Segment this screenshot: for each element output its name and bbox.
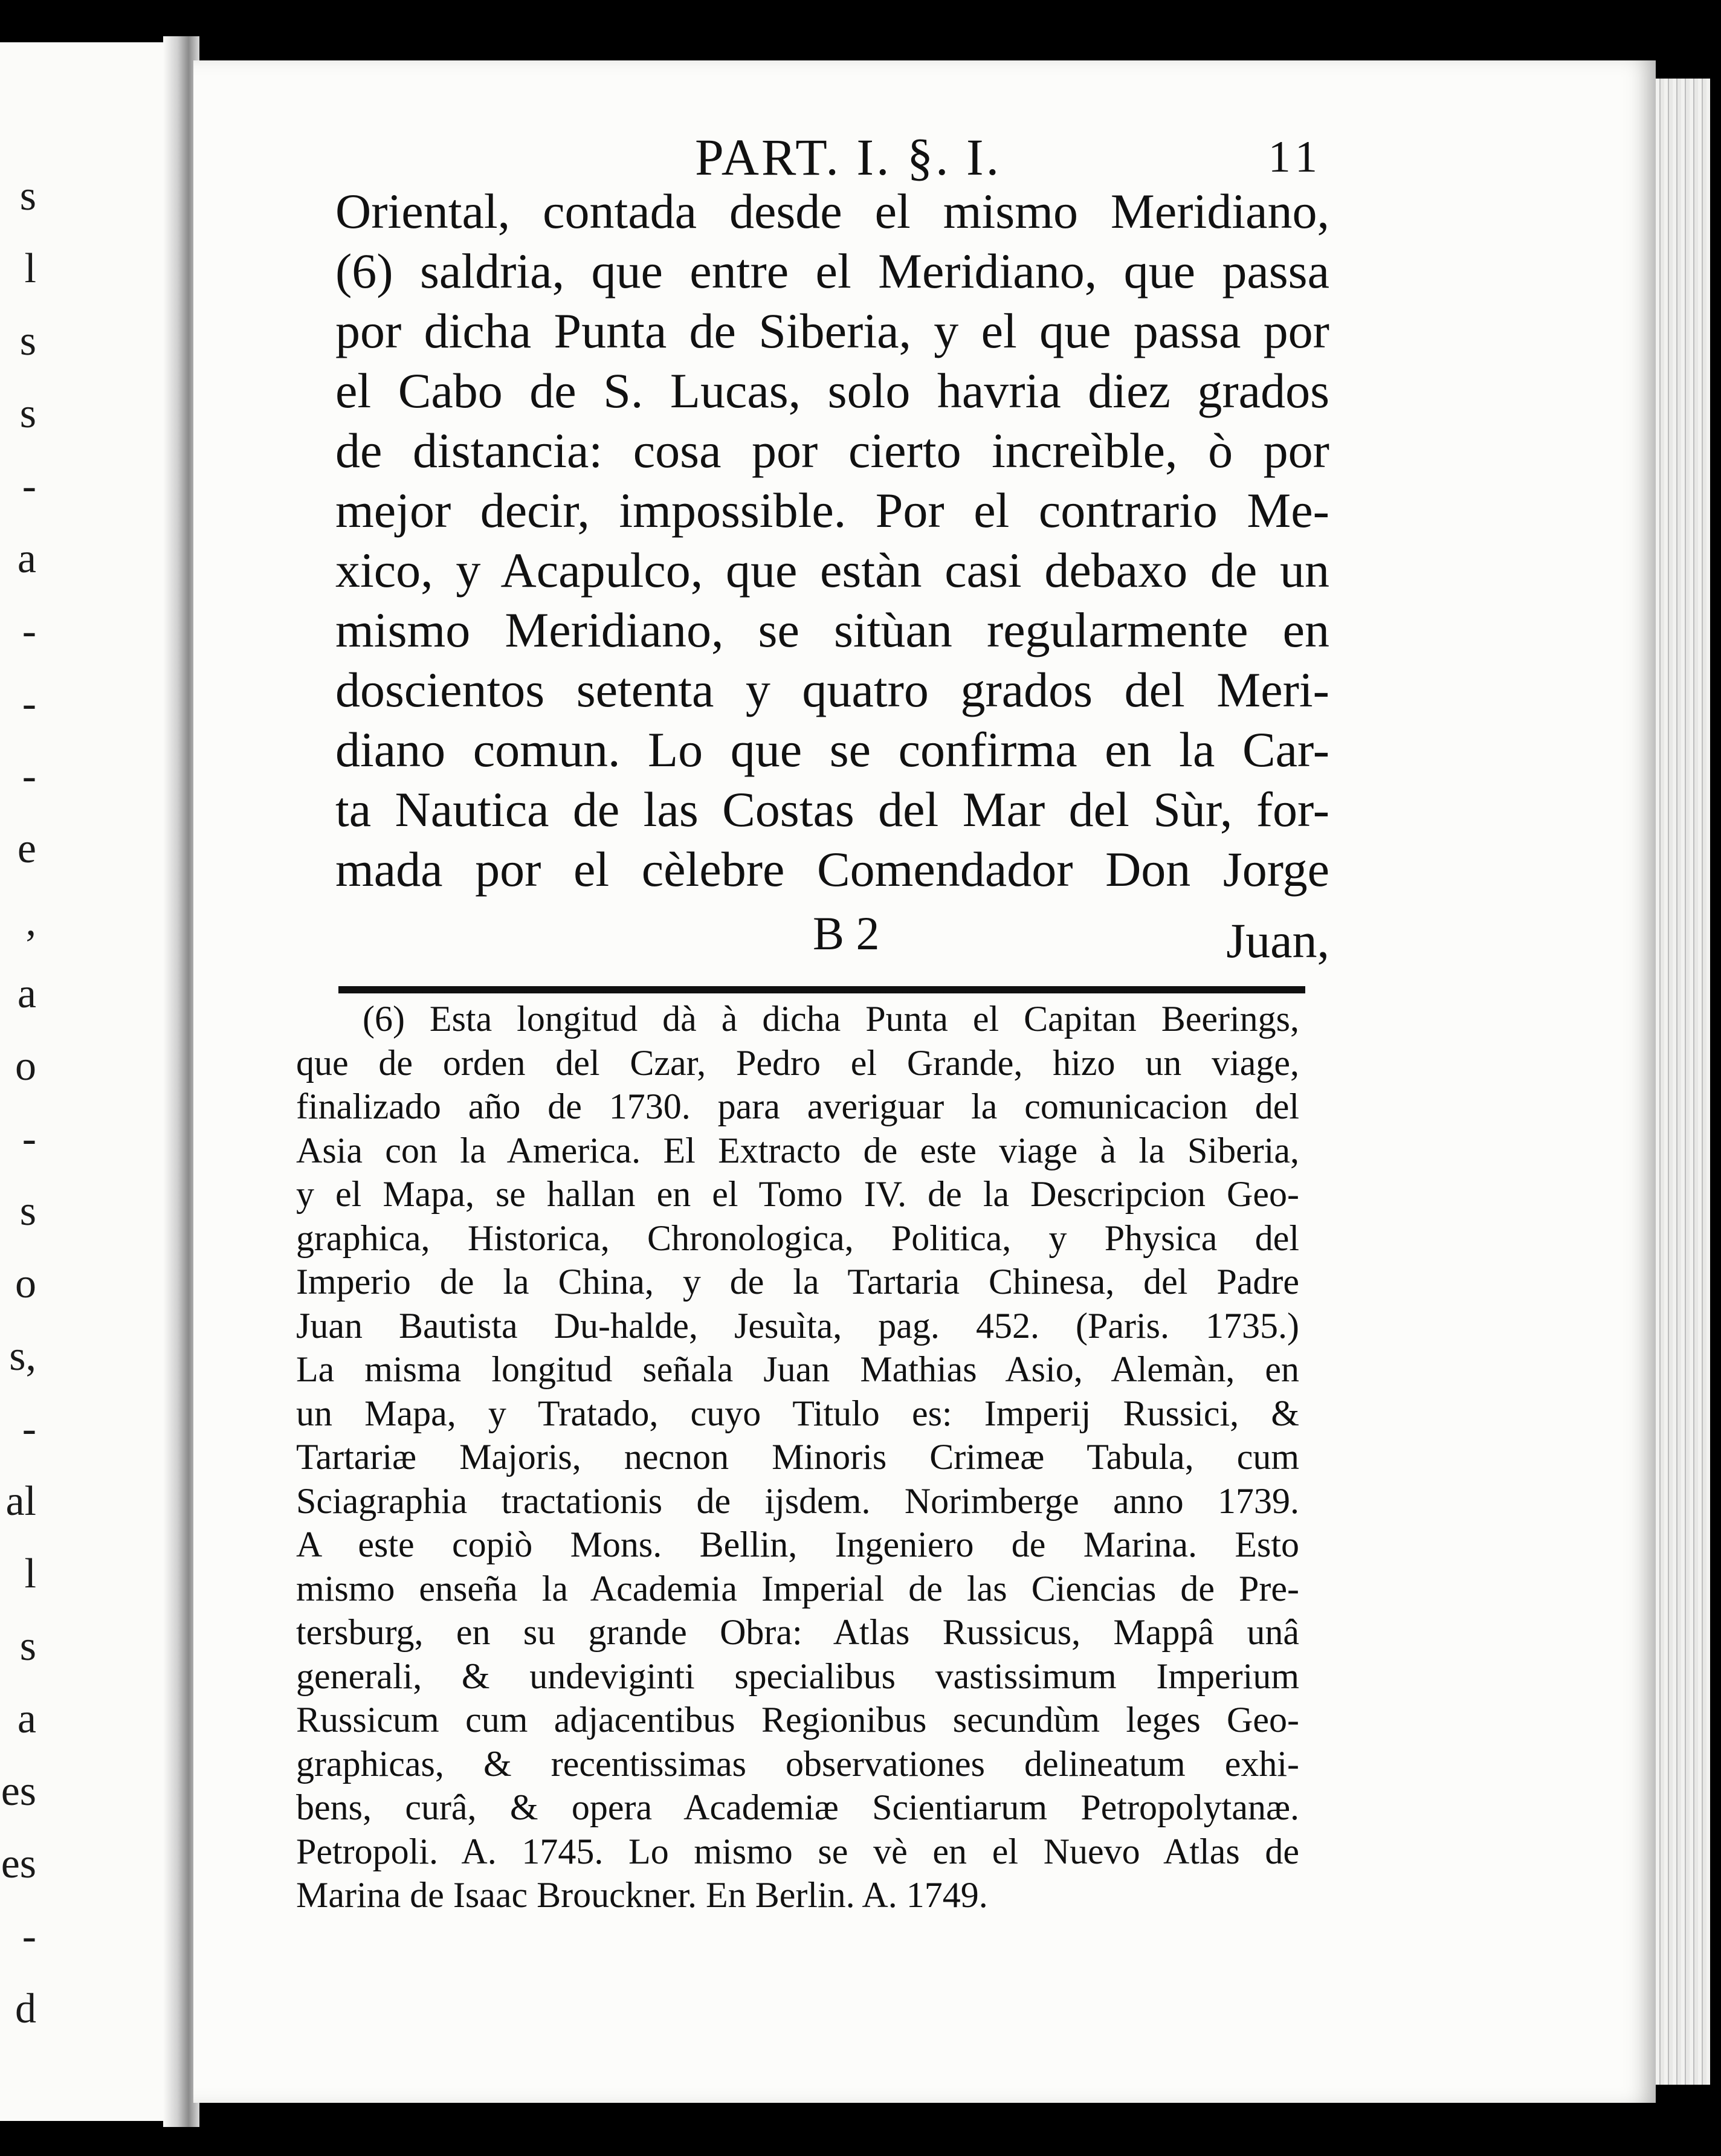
footnote-line: Asia con la America. El Extracto de este viage à la Siberia, <box>296 1130 1299 1170</box>
footnote-line: bens, curâ, & opera Academiæ Scientiarum Petropolytanæ. <box>296 1787 1299 1827</box>
main-text <box>335 181 1329 899</box>
left-edge-char: l <box>24 1551 36 1597</box>
left-edge-char: s <box>19 1623 36 1670</box>
left-edge-char: es <box>1 1768 36 1815</box>
left-edge-char: s <box>19 318 36 364</box>
footnote-line: Tartariæ Majoris, necnon Minoris Crimeæ Tabula, cum <box>296 1437 1299 1477</box>
catchword: Juan, <box>1226 913 1329 968</box>
page-footer-row <box>335 906 1329 967</box>
footnote-line: Juan Bautista Du-halde, Jesuìta, pag. 452. (Paris. 1735.) <box>296 1305 1299 1346</box>
left-edge-char: - <box>22 463 36 509</box>
footnote-line: Petropoli. A. 1745. Lo mismo se vè en el Nuevo Atlas de <box>296 1831 1299 1871</box>
left-page-fragment <box>0 42 175 2121</box>
left-edge-char: s <box>19 1188 36 1235</box>
running-head: PART. I. §. I. <box>695 128 1002 186</box>
text-line: Oriental, contada desde el mismo Meridiano, <box>335 184 1329 239</box>
footnote-line: graphicas, & recentissimas observationes delineatum exhi- <box>296 1743 1299 1784</box>
left-edge-char: , <box>25 898 36 944</box>
left-edge-char: a <box>17 535 36 582</box>
footnote-line: Russicum cum adjacentibus Regionibus secundùm leges Geo- <box>296 1700 1299 1740</box>
text-line: xico, y Acapulco, que estàn casi debaxo de un <box>335 543 1329 598</box>
text-line: por dicha Punta de Siberia, y el que passa por <box>335 303 1329 358</box>
signature-mark: B 2 <box>813 907 880 960</box>
left-edge-char: s, <box>9 1333 36 1380</box>
left-edge-char: - <box>22 1115 36 1162</box>
left-edge-char: l <box>24 245 36 292</box>
text-line: diano comun. Lo que se confirma en la Car- <box>335 722 1329 777</box>
footnote-line: Marina de Isaac Brouckner. En Berlin. A. 1749. <box>296 1875 988 1915</box>
footnote-line: Sciagraphia tractationis de ijsdem. Norimberge anno 1739. <box>296 1480 1299 1521</box>
footnote-line: graphica, Historica, Chronologica, Politica, y Physica del <box>296 1218 1299 1258</box>
page-edges <box>1656 79 1710 2085</box>
text-line: mejor decir, impossible. Por el contrario Me- <box>335 483 1329 538</box>
left-edge-char: - <box>22 1913 36 1960</box>
left-edge-char: o <box>15 1043 36 1089</box>
left-edge-char: - <box>22 680 36 727</box>
footnote-line: y el Mapa, se hallan en el Tomo IV. de la Descripcion Geo- <box>296 1174 1299 1214</box>
left-edge-char: o <box>15 1260 36 1307</box>
left-edge-char: a <box>17 970 36 1017</box>
left-page-edge-text <box>0 42 36 2121</box>
text-line: doscientos setenta y quatro grados del Meri- <box>335 662 1329 717</box>
footnote-divider <box>338 986 1305 993</box>
left-edge-char: - <box>22 608 36 654</box>
left-edge-char: s <box>19 390 36 437</box>
footnote-line: un Mapa, y Tratado, cuyo Titulo es: Imperij Russici, & <box>296 1393 1299 1433</box>
left-edge-char: al <box>5 1478 36 1525</box>
footnote-line: La misma longitud señala Juan Mathias Asio, Alemàn, en <box>296 1349 1299 1389</box>
footnote-line: generali, & undeviginti specialibus vastissimum Imperium <box>296 1656 1299 1696</box>
footnote-line: que de orden del Czar, Pedro el Grande, hizo un viage, <box>296 1042 1299 1083</box>
text-line: el Cabo de S. Lucas, solo havria diez grados <box>335 363 1329 418</box>
footnote-line: mismo enseña la Academia Imperial de las Ciencias de Pre- <box>296 1568 1299 1609</box>
text-line: mismo Meridiano, se sitùan regularmente en <box>335 602 1329 657</box>
page-number: 11 <box>1268 132 1323 182</box>
footnote-line: A este copiò Mons. Bellin, Ingeniero de Marina. Esto <box>296 1525 1299 1564</box>
footnote-line: Imperio de la China, y de la Tartaria Chinesa, del Padre <box>296 1262 1299 1302</box>
text-line: ta Nautica de las Costas del Mar del Sùr, for- <box>335 782 1329 837</box>
left-edge-char: d <box>15 1986 36 2032</box>
footnote <box>296 997 1299 1917</box>
footnote-line: (6) Esta longitud dà à dicha Punta el Capitan Beerings, <box>363 999 1299 1039</box>
footnote-line: finalizado año de 1730. para averiguar la comunicacion del <box>296 1086 1299 1126</box>
text-line: mada por el cèlebre Comendador Don Jorge <box>335 842 1329 897</box>
left-edge-char: s <box>19 173 36 219</box>
text-line: (6) saldria, que entre el Meridiano, que passa <box>335 244 1329 299</box>
left-edge-char: - <box>22 753 36 799</box>
footnote-line: tersburg, en su grande Obra: Atlas Russicus, Mappâ unâ <box>296 1612 1299 1652</box>
left-edge-char: - <box>22 1406 36 1452</box>
left-edge-char: e <box>17 825 36 872</box>
text-line: de distancia: cosa por cierto increìble, ò por <box>335 423 1329 478</box>
left-edge-char: a <box>17 1696 36 1742</box>
left-edge-char: es <box>1 1841 36 1887</box>
